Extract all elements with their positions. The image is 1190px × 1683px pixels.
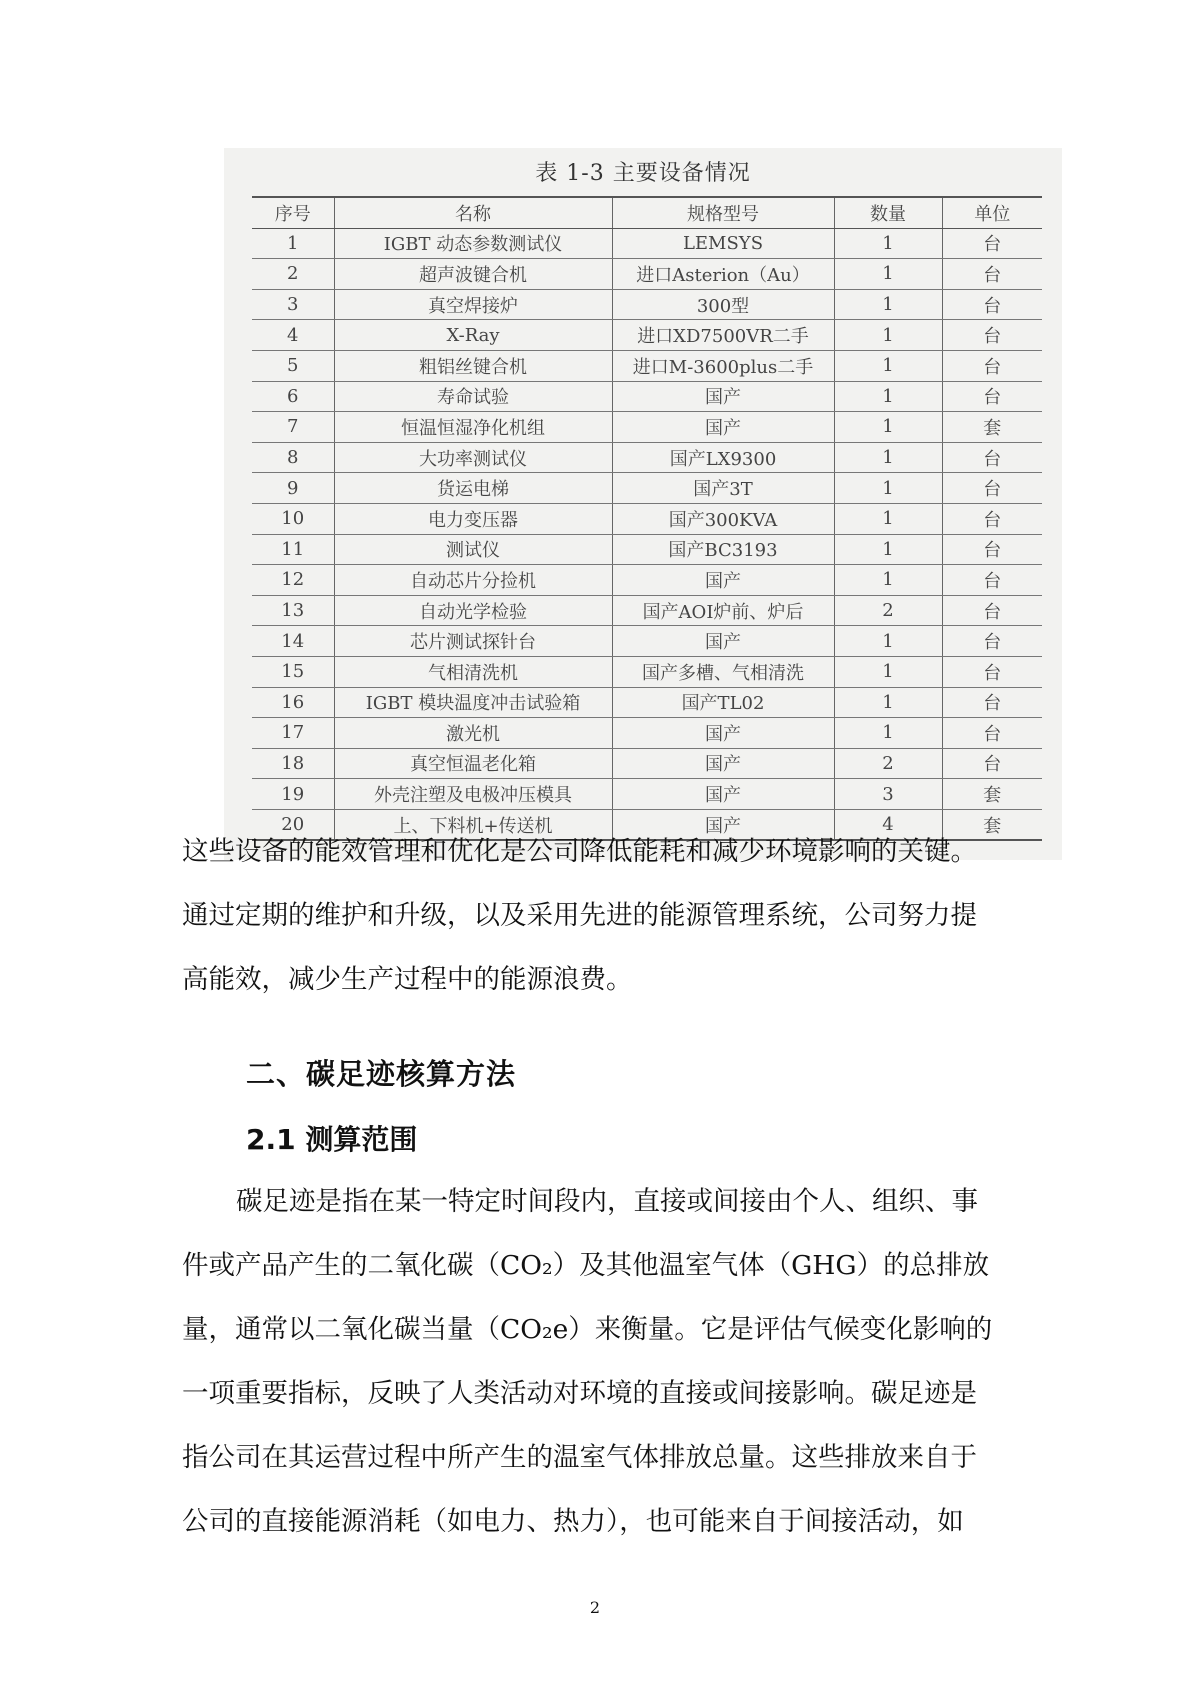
cell-seq: 13 [252, 595, 334, 626]
equipment-table [252, 196, 1042, 841]
cell-seq: 6 [252, 381, 334, 412]
header-name: 名称 [334, 197, 612, 228]
cell-name: IGBT 模块温度冲击试验箱 [334, 687, 612, 718]
cell-qty: 1 [834, 412, 942, 443]
cell-unit: 套 [942, 809, 1042, 840]
cell-unit: 台 [942, 259, 1042, 290]
cell-seq: 1 [252, 228, 334, 259]
cell-seq: 2 [252, 259, 334, 290]
cell-spec: 国产 [612, 626, 834, 657]
cell-name: 芯片测试探针台 [334, 626, 612, 657]
cell-name: 寿命试验 [334, 381, 612, 412]
paragraph-carbon-footprint [182, 1170, 1020, 1554]
cell-spec: 进口Asterion（Au） [612, 259, 834, 290]
page-number: 2 [589, 1598, 601, 1617]
cell-seq: 7 [252, 412, 334, 443]
paragraph-line: 这些设备的能效管理和优化是公司降低能耗和减少环境影响的关键。 [182, 836, 977, 867]
table-row [252, 228, 1042, 259]
cell-qty: 1 [834, 565, 942, 596]
paragraph-line: 高能效，减少生产过程中的能源浪费。 [182, 964, 633, 995]
table-row [252, 381, 1042, 412]
cell-unit: 台 [942, 656, 1042, 687]
cell-unit: 台 [942, 228, 1042, 259]
cell-qty: 1 [834, 626, 942, 657]
cell-name: 气相清洗机 [334, 656, 612, 687]
table-row [252, 748, 1042, 779]
section-heading: 二、碳足迹核算方法 [246, 1057, 517, 1091]
cell-qty: 1 [834, 320, 942, 351]
cell-spec: 300型 [612, 289, 834, 320]
table-row [252, 718, 1042, 749]
cell-name: 真空焊接炉 [334, 289, 612, 320]
cell-qty: 1 [834, 442, 942, 473]
cell-qty: 1 [834, 656, 942, 687]
cell-spec: 进口XD7500VR二手 [612, 320, 834, 351]
table-row [252, 687, 1042, 718]
cell-name: 外壳注塑及电极冲压模具 [334, 779, 612, 810]
cell-qty: 1 [834, 381, 942, 412]
table-row [252, 259, 1042, 290]
cell-spec: 国产 [612, 381, 834, 412]
cell-name: 测试仪 [334, 534, 612, 565]
cell-spec: 国产 [612, 748, 834, 779]
cell-unit: 台 [942, 687, 1042, 718]
paragraph-line: 件或产品产生的二氧化碳（CO₂）及其他温室气体（GHG）的总排放 [182, 1250, 990, 1281]
cell-qty: 3 [834, 779, 942, 810]
table-row [252, 656, 1042, 687]
cell-spec: 国产多槽、气相清洗 [612, 656, 834, 687]
cell-unit: 台 [942, 320, 1042, 351]
table-row [252, 442, 1042, 473]
cell-unit: 台 [942, 289, 1042, 320]
table-row [252, 473, 1042, 504]
header-unit: 单位 [942, 197, 1042, 228]
cell-seq: 12 [252, 565, 334, 596]
cell-qty: 1 [834, 687, 942, 718]
cell-unit: 套 [942, 412, 1042, 443]
cell-seq: 4 [252, 320, 334, 351]
cell-qty: 1 [834, 289, 942, 320]
cell-spec: 国产 [612, 779, 834, 810]
cell-name: 上、下料机+传送机 [334, 809, 612, 840]
cell-seq: 3 [252, 289, 334, 320]
header-seq: 序号 [252, 197, 334, 228]
cell-qty: 1 [834, 228, 942, 259]
cell-spec: 国产 [612, 718, 834, 749]
cell-unit: 台 [942, 718, 1042, 749]
cell-name: 自动光学检验 [334, 595, 612, 626]
table-row [252, 534, 1042, 565]
paragraph-equipment-efficiency [182, 820, 1020, 1012]
cell-unit: 台 [942, 381, 1042, 412]
paragraph-line: 通过定期的维护和升级，以及采用先进的能源管理系统，公司努力提 [182, 900, 977, 931]
cell-seq: 19 [252, 779, 334, 810]
cell-spec: 国产BC3193 [612, 534, 834, 565]
cell-qty: 1 [834, 259, 942, 290]
cell-seq: 18 [252, 748, 334, 779]
cell-seq: 9 [252, 473, 334, 504]
table-row [252, 779, 1042, 810]
header-spec: 规格型号 [612, 197, 834, 228]
cell-qty: 2 [834, 595, 942, 626]
cell-name: IGBT 动态参数测试仪 [334, 228, 612, 259]
cell-seq: 5 [252, 350, 334, 381]
cell-seq: 15 [252, 656, 334, 687]
cell-qty: 4 [834, 809, 942, 840]
cell-unit: 套 [942, 779, 1042, 810]
table-row [252, 565, 1042, 596]
cell-spec: 国产300KVA [612, 503, 834, 534]
cell-name: 大功率测试仪 [334, 442, 612, 473]
cell-spec: 国产LX9300 [612, 442, 834, 473]
table-header-row [252, 197, 1042, 228]
table-row [252, 320, 1042, 351]
cell-unit: 台 [942, 626, 1042, 657]
cell-qty: 1 [834, 350, 942, 381]
cell-seq: 10 [252, 503, 334, 534]
cell-qty: 1 [834, 473, 942, 504]
cell-name: 恒温恒湿净化机组 [334, 412, 612, 443]
cell-name: 电力变压器 [334, 503, 612, 534]
cell-name: 超声波键合机 [334, 259, 612, 290]
cell-unit: 台 [942, 503, 1042, 534]
cell-unit: 台 [942, 748, 1042, 779]
header-qty: 数量 [834, 197, 942, 228]
cell-seq: 8 [252, 442, 334, 473]
cell-name: 粗铝丝键合机 [334, 350, 612, 381]
cell-unit: 台 [942, 595, 1042, 626]
table-row [252, 350, 1042, 381]
cell-spec: 国产 [612, 412, 834, 443]
cell-unit: 台 [942, 442, 1042, 473]
cell-spec: 国产 [612, 809, 834, 840]
cell-unit: 台 [942, 350, 1042, 381]
cell-unit: 台 [942, 565, 1042, 596]
cell-name: 自动芯片分捡机 [334, 565, 612, 596]
cell-qty: 1 [834, 534, 942, 565]
cell-seq: 14 [252, 626, 334, 657]
cell-spec: 国产AOI炉前、炉后 [612, 595, 834, 626]
cell-unit: 台 [942, 534, 1042, 565]
table-row [252, 503, 1042, 534]
cell-qty: 1 [834, 503, 942, 534]
table-row [252, 289, 1042, 320]
cell-name: 激光机 [334, 718, 612, 749]
cell-spec: 国产TL02 [612, 687, 834, 718]
paragraph-line: 指公司在其运营过程中所产生的温室气体排放总量。这些排放来自于 [182, 1442, 977, 1473]
cell-spec: LEMSYS [612, 228, 834, 259]
table-caption: 表 1-3 主要设备情况 [535, 161, 751, 186]
cell-seq: 11 [252, 534, 334, 565]
paragraph-line: 一项重要指标，反映了人类活动对环境的直接或间接影响。碳足迹是 [182, 1378, 977, 1409]
cell-spec: 国产 [612, 565, 834, 596]
cell-spec: 进口M-3600plus二手 [612, 350, 834, 381]
paragraph-line: 量，通常以二氧化碳当量（CO₂e）来衡量。它是评估气候变化影响的 [182, 1314, 993, 1345]
paragraph-line: 公司的直接能源消耗（如电力、热力），也可能来自于间接活动，如 [182, 1506, 964, 1537]
paragraph-line: 碳足迹是指在某一特定时间段内，直接或间接由个人、组织、事 [236, 1186, 978, 1217]
cell-seq: 17 [252, 718, 334, 749]
table-row [252, 412, 1042, 443]
table-row [252, 595, 1042, 626]
subsection-heading: 2.1 测算范围 [246, 1123, 418, 1156]
cell-qty: 1 [834, 718, 942, 749]
cell-seq: 20 [252, 809, 334, 840]
cell-qty: 2 [834, 748, 942, 779]
cell-name: X-Ray [334, 320, 612, 351]
cell-spec: 国产3T [612, 473, 834, 504]
cell-seq: 16 [252, 687, 334, 718]
equipment-table-scan [224, 148, 1062, 860]
cell-name: 货运电梯 [334, 473, 612, 504]
cell-name: 真空恒温老化箱 [334, 748, 612, 779]
table-row [252, 626, 1042, 657]
cell-unit: 台 [942, 473, 1042, 504]
